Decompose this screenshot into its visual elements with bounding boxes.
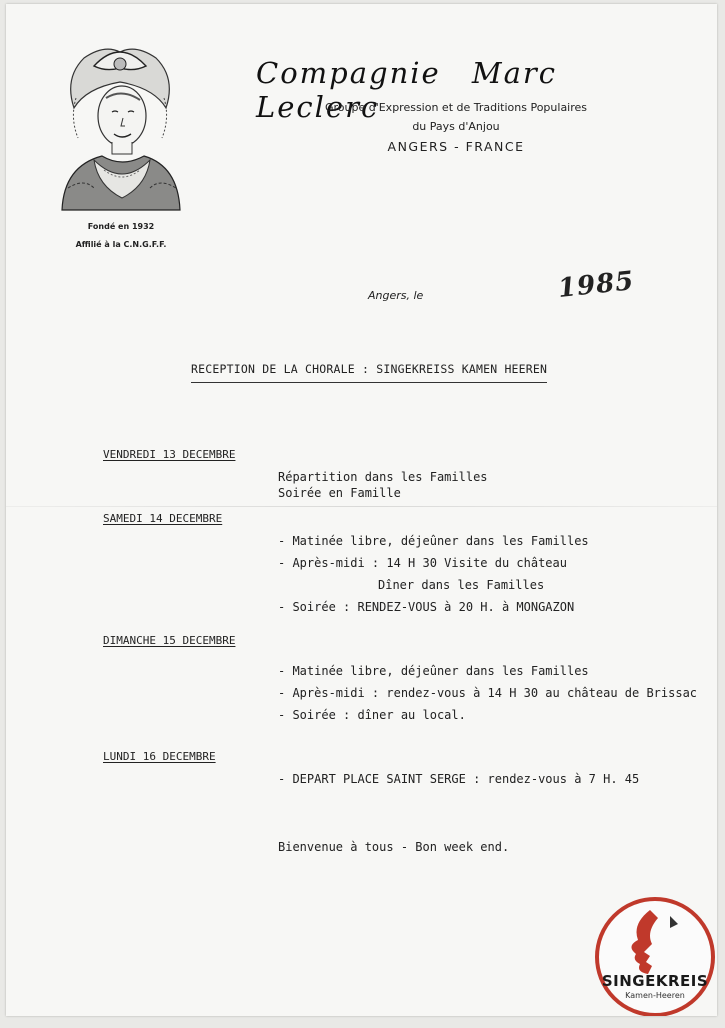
logo-subtitle: Kamen-Heeren [625, 991, 685, 1000]
letterhead-line-1: Groupe d'Expression et de Traditions Populaires [324, 101, 588, 114]
founded-note: Fondé en 1932 [87, 222, 155, 231]
schedule-item: Dîner dans les Familles [378, 578, 545, 592]
handwritten-year: 1985 [556, 266, 636, 304]
fold-crease [6, 506, 717, 507]
schedule-item: Répartition dans les Familles [278, 470, 488, 484]
schedule-item: Soirée en Famille [278, 486, 401, 500]
coiffe-woman-portrait-icon [54, 38, 186, 216]
day-heading-monday: LUNDI 16 DECEMBRE [103, 750, 216, 763]
closing-greeting: Bienvenue à tous - Bon week end. [278, 840, 510, 854]
schedule-item: - Après-midi : rendez-vous à 14 H 30 au château de Brissac [278, 686, 698, 700]
dateline-place: Angers, le [368, 289, 424, 302]
schedule-item: - DEPART PLACE SAINT SERGE : rendez-vous à 7 H. 45 [278, 772, 640, 786]
schedule-item: - Soirée : dîner au local. [278, 708, 466, 722]
document-title: RECEPTION DE LA CHORALE : SINGEKREISS KAMEN HEEREN [191, 362, 547, 383]
letter-page [6, 4, 717, 1016]
logo-name: SINGEKREIS [601, 972, 709, 990]
schedule-item: - Après-midi : 14 H 30 Visite du château [278, 556, 567, 570]
schedule-item: - Soirée : RENDEZ-VOUS à 20 H. à MONGAZON [278, 600, 575, 614]
letterhead-line-2: du Pays d'Anjou [412, 120, 500, 133]
day-heading-friday: VENDREDI 13 DECEMBRE [103, 448, 236, 461]
schedule-item: - Matinée libre, déjeûner dans les Familles [278, 534, 589, 548]
day-heading-sunday: DIMANCHE 15 DECEMBRE [103, 634, 236, 647]
letterhead-line-3: ANGERS - FRANCE [387, 139, 525, 154]
schedule-item: - Matinée libre, déjeûner dans les Familles [278, 664, 589, 678]
day-heading-saturday: SAMEDI 14 DECEMBRE [103, 512, 223, 525]
company-name: Compagnie Marc Leclerc [256, 56, 557, 124]
affiliation-note: Affilié à la C.N.G.F.F. [75, 240, 167, 249]
